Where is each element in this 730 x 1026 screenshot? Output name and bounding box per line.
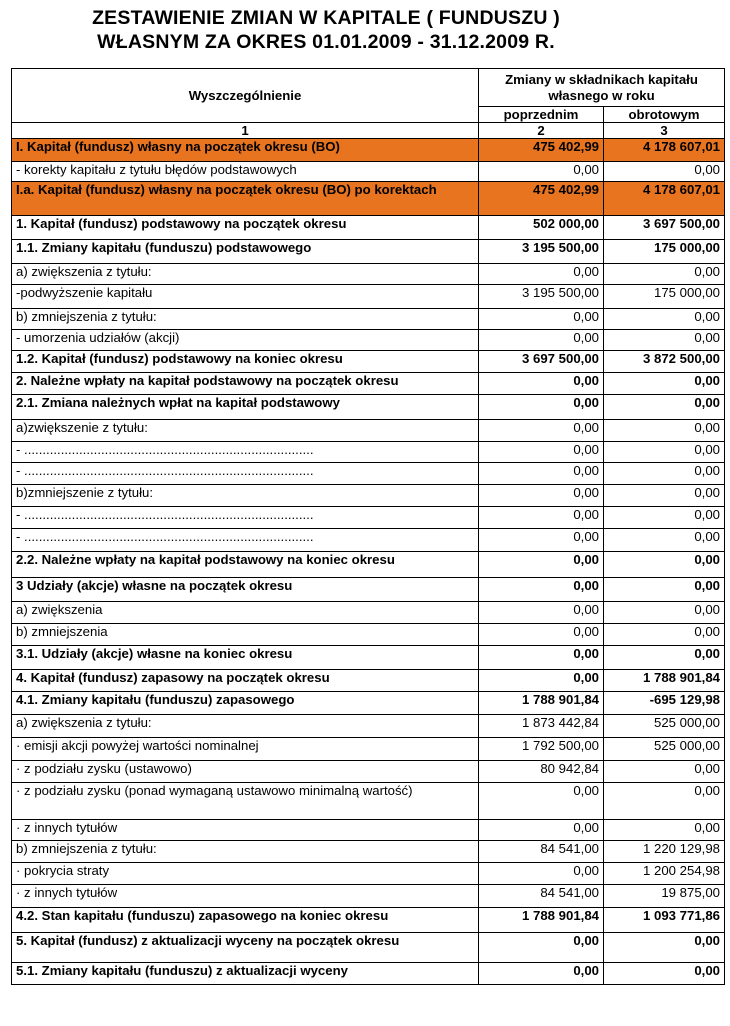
row-value-prev-year: 0,00 (479, 309, 604, 330)
row-label: 2.2. Należne wpłaty na kapitał podstawowy na koniec okresu (12, 552, 479, 578)
row-label: 1. Kapitał (fundusz) podstawowy na początek okresu (12, 216, 479, 240)
table-body (12, 139, 725, 985)
table-row (12, 442, 725, 463)
table-row (12, 933, 725, 963)
table-row (12, 820, 725, 841)
row-value-current-year: 0,00 (604, 552, 725, 578)
row-value-prev-year: 0,00 (479, 507, 604, 529)
table-row (12, 738, 725, 761)
row-value-prev-year: 0,00 (479, 670, 604, 692)
row-value-current-year: 0,00 (604, 578, 725, 602)
row-label: a) zwiększenia (12, 602, 479, 624)
row-value-prev-year: 0,00 (479, 602, 604, 624)
row-value-current-year: 175 000,00 (604, 285, 725, 309)
row-value-current-year: 0,00 (604, 783, 725, 820)
header-col-number-1: 1 (12, 123, 479, 139)
row-label: b) zmniejszenia (12, 624, 479, 646)
equity-changes-table (11, 68, 725, 985)
row-label: 1.1. Zmiany kapitału (funduszu) podstawowego (12, 240, 479, 264)
row-value-current-year: 4 178 607,01 (604, 139, 725, 162)
row-label: I. Kapitał (fundusz) własny na początek okresu (BO) (12, 139, 479, 162)
table-row (12, 240, 725, 264)
table-row (12, 507, 725, 529)
table-row (12, 463, 725, 485)
row-value-current-year: 0,00 (604, 442, 725, 463)
table-row (12, 908, 725, 933)
row-label: · z innych tytułów (12, 885, 479, 908)
row-label: - ............................................................................... (12, 442, 479, 463)
row-value-current-year: 0,00 (604, 463, 725, 485)
row-value-prev-year: 0,00 (479, 963, 604, 985)
row-value-prev-year: 0,00 (479, 162, 604, 182)
row-value-prev-year: 3 195 500,00 (479, 285, 604, 309)
row-value-current-year: 0,00 (604, 373, 725, 395)
row-label: 4. Kapitał (fundusz) zapasowy na początek okresu (12, 670, 479, 692)
table-row (12, 309, 725, 330)
row-label: 3.1. Udziały (akcje) własne na koniec okresu (12, 646, 479, 670)
title-line-2: WŁASNYM ZA OKRES 01.01.2009 - 31.12.2009 R. (97, 31, 555, 53)
row-value-current-year: 525 000,00 (604, 738, 725, 761)
row-value-prev-year: 0,00 (479, 420, 604, 442)
row-label: I.a. Kapitał (fundusz) własny na początek okresu (BO) po korektach (12, 182, 479, 216)
row-value-prev-year: 0,00 (479, 395, 604, 420)
row-label: -podwyższenie kapitału (12, 285, 479, 309)
row-value-prev-year: 0,00 (479, 330, 604, 351)
table-row (12, 841, 725, 863)
row-label: - ............................................................................... (12, 529, 479, 552)
row-value-current-year: 0,00 (604, 162, 725, 182)
table-row (12, 552, 725, 578)
row-value-prev-year: 84 541,00 (479, 885, 604, 908)
row-label: · z innych tytułów (12, 820, 479, 841)
table-row (12, 578, 725, 602)
row-value-prev-year: 0,00 (479, 624, 604, 646)
row-value-current-year: 1 200 254,98 (604, 863, 725, 885)
table-row (12, 395, 725, 420)
table-row (12, 885, 725, 908)
row-value-prev-year: 0,00 (479, 646, 604, 670)
row-label: - umorzenia udziałów (akcji) (12, 330, 479, 351)
table-row (12, 646, 725, 670)
row-value-prev-year: 0,00 (479, 552, 604, 578)
row-label: · emisji akcji powyżej wartości nominalnej (12, 738, 479, 761)
row-value-current-year: 3 872 500,00 (604, 351, 725, 373)
header-prev-year: poprzednim (479, 107, 604, 123)
row-label: 5.1. Zmiany kapitału (funduszu) z aktualizacji wyceny (12, 963, 479, 985)
header-col-number-3: 3 (604, 123, 725, 139)
header-changes: Zmiany w składnikach kapitału własnego w roku (479, 69, 725, 107)
table-row (12, 602, 725, 624)
row-value-prev-year: 502 000,00 (479, 216, 604, 240)
table-row (12, 162, 725, 182)
document-title (0, 6, 652, 54)
row-label: b) zmniejszenia z tytułu: (12, 841, 479, 863)
row-value-current-year: 3 697 500,00 (604, 216, 725, 240)
row-value-prev-year: 0,00 (479, 442, 604, 463)
row-label: a) zwiększenia z tytułu: (12, 715, 479, 738)
title-line-1: ZESTAWIENIE ZMIAN W KAPITALE ( FUNDUSZU ) (92, 7, 560, 29)
table-row (12, 216, 725, 240)
header-description: Wyszczególnienie (12, 69, 479, 123)
row-value-prev-year: 0,00 (479, 783, 604, 820)
row-label: b) zmniejszenia z tytułu: (12, 309, 479, 330)
row-label: 2.1. Zmiana należnych wpłat na kapitał podstawowy (12, 395, 479, 420)
row-label: a) zwiększenia z tytułu: (12, 264, 479, 285)
row-value-current-year: 1 220 129,98 (604, 841, 725, 863)
row-label: a)zwiększenie z tytułu: (12, 420, 479, 442)
table-row (12, 330, 725, 351)
table-row (12, 264, 725, 285)
table-row (12, 761, 725, 783)
row-label: 2. Należne wpłaty na kapitał podstawowy na początek okresu (12, 373, 479, 395)
row-label: · z podziału zysku (ponad wymaganą ustawowo minimalną wartość) (12, 783, 479, 820)
table-row (12, 351, 725, 373)
row-value-prev-year: 1 873 442,84 (479, 715, 604, 738)
row-value-prev-year: 1 792 500,00 (479, 738, 604, 761)
row-value-current-year: 0,00 (604, 820, 725, 841)
row-value-current-year: 0,00 (604, 963, 725, 985)
row-label: - korekty kapitału z tytułu błędów podstawowych (12, 162, 479, 182)
row-label: - ............................................................................... (12, 507, 479, 529)
row-label: 3 Udziały (akcje) własne na początek okresu (12, 578, 479, 602)
row-label: · pokrycia straty (12, 863, 479, 885)
header-col-number-2: 2 (479, 123, 604, 139)
row-value-current-year: 0,00 (604, 933, 725, 963)
row-value-current-year: 175 000,00 (604, 240, 725, 264)
row-value-prev-year: 0,00 (479, 463, 604, 485)
row-value-current-year: 0,00 (604, 624, 725, 646)
table-row (12, 863, 725, 885)
row-value-current-year: 19 875,00 (604, 885, 725, 908)
row-label: 1.2. Kapitał (fundusz) podstawowy na koniec okresu (12, 351, 479, 373)
row-value-prev-year: 1 788 901,84 (479, 908, 604, 933)
row-value-current-year: 0,00 (604, 646, 725, 670)
row-value-prev-year: 475 402,99 (479, 182, 604, 216)
row-value-current-year: 0,00 (604, 420, 725, 442)
row-value-current-year: 0,00 (604, 761, 725, 783)
row-value-current-year: 1 788 901,84 (604, 670, 725, 692)
row-value-prev-year: 3 195 500,00 (479, 240, 604, 264)
row-value-prev-year: 0,00 (479, 529, 604, 552)
row-value-prev-year: 1 788 901,84 (479, 692, 604, 715)
row-label: · z podziału zysku (ustawowo) (12, 761, 479, 783)
row-value-current-year: 0,00 (604, 330, 725, 351)
row-value-prev-year: 0,00 (479, 863, 604, 885)
row-value-current-year: 1 093 771,86 (604, 908, 725, 933)
row-value-prev-year: 84 541,00 (479, 841, 604, 863)
row-value-current-year: 525 000,00 (604, 715, 725, 738)
table-row (12, 624, 725, 646)
row-label: 4.1. Zmiany kapitału (funduszu) zapasowego (12, 692, 479, 715)
row-label: b)zmniejszenie z tytułu: (12, 485, 479, 507)
row-value-current-year: 4 178 607,01 (604, 182, 725, 216)
table-row (12, 373, 725, 395)
table-row (12, 182, 725, 216)
row-value-current-year: -695 129,98 (604, 692, 725, 715)
table-row (12, 285, 725, 309)
table-row (12, 420, 725, 442)
row-value-prev-year: 475 402,99 (479, 139, 604, 162)
table-row (12, 692, 725, 715)
row-value-prev-year: 80 942,84 (479, 761, 604, 783)
row-value-prev-year: 3 697 500,00 (479, 351, 604, 373)
row-label: - ............................................................................... (12, 463, 479, 485)
row-value-prev-year: 0,00 (479, 485, 604, 507)
table-row (12, 485, 725, 507)
row-value-current-year: 0,00 (604, 602, 725, 624)
row-value-prev-year: 0,00 (479, 373, 604, 395)
row-label: 5. Kapitał (fundusz) z aktualizacji wyceny na początek okresu (12, 933, 479, 963)
table-row (12, 139, 725, 162)
header-current-year: obrotowym (604, 107, 725, 123)
table-row (12, 963, 725, 985)
row-value-current-year: 0,00 (604, 309, 725, 330)
table-row (12, 670, 725, 692)
row-value-current-year: 0,00 (604, 507, 725, 529)
table-row (12, 783, 725, 820)
row-value-current-year: 0,00 (604, 485, 725, 507)
row-value-prev-year: 0,00 (479, 264, 604, 285)
row-value-current-year: 0,00 (604, 264, 725, 285)
row-value-current-year: 0,00 (604, 529, 725, 552)
row-value-prev-year: 0,00 (479, 933, 604, 963)
row-value-current-year: 0,00 (604, 395, 725, 420)
table-row (12, 715, 725, 738)
row-value-prev-year: 0,00 (479, 578, 604, 602)
row-label: 4.2. Stan kapitału (funduszu) zapasowego na koniec okresu (12, 908, 479, 933)
row-value-prev-year: 0,00 (479, 820, 604, 841)
table-row (12, 529, 725, 552)
